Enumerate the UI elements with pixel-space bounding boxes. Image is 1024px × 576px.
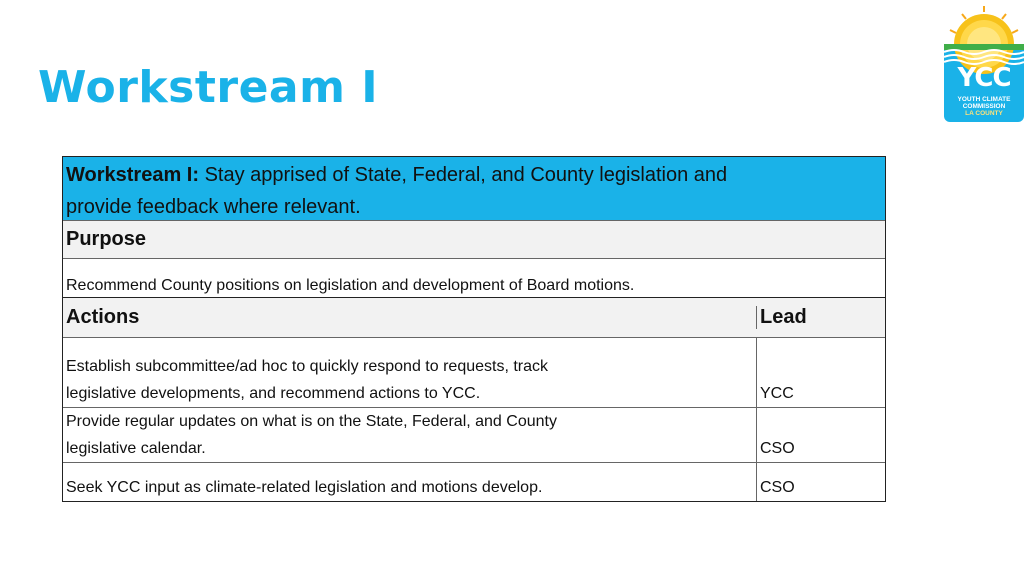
- actions-heading-row: [63, 298, 885, 338]
- lead-value: CSO: [760, 440, 795, 457]
- purpose-heading: Purpose: [66, 228, 147, 250]
- logo-acronym: YCC: [957, 63, 1011, 93]
- action-text-line-2: legislative developments, and recommend actions to YCC.: [66, 385, 481, 402]
- workstream-label: Workstream I:: [66, 164, 200, 186]
- table-row: [63, 338, 885, 408]
- lead-cell: [757, 463, 885, 501]
- purpose-row: [63, 259, 885, 298]
- table-header-row: [63, 157, 885, 221]
- action-text-line-1: Establish subcommittee/ad hoc to quickly respond to requests, track: [66, 358, 549, 375]
- table-row: [63, 463, 885, 501]
- action-cell: [63, 408, 757, 462]
- action-cell: [63, 463, 757, 501]
- workstream-table: [62, 156, 886, 502]
- logo-line-3: LA COUNTY: [965, 110, 1003, 117]
- lead-heading: Lead: [760, 306, 807, 328]
- slide-title: Workstream I: [38, 62, 379, 113]
- lead-value: CSO: [760, 479, 795, 496]
- workstream-text-line-2: provide feedback where relevant.: [66, 196, 361, 218]
- workstream-text-line-1: Stay apprised of State, Federal, and County legislation and: [199, 164, 728, 186]
- logo-line-1: YOUTH CLIMATE: [957, 96, 1011, 103]
- ycc-logo: [944, 0, 1024, 122]
- action-cell: [63, 338, 757, 407]
- action-text-line-2: legislative calendar.: [66, 440, 206, 457]
- workstream-description: [63, 157, 885, 220]
- purpose-text: Recommend County positions on legislation and development of Board motions.: [66, 277, 635, 294]
- lead-cell: [757, 408, 885, 462]
- lead-cell: [757, 338, 885, 407]
- actions-heading: Actions: [63, 306, 757, 329]
- logo-line-2: COMMISSION: [962, 103, 1006, 110]
- lead-value: YCC: [760, 385, 794, 402]
- action-text-line-1: Seek YCC input as climate-related legislation and motions develop.: [66, 479, 543, 496]
- table-row: [63, 408, 885, 463]
- purpose-heading-row: [63, 221, 885, 259]
- action-text-line-1: Provide regular updates on what is on the State, Federal, and County: [66, 413, 557, 430]
